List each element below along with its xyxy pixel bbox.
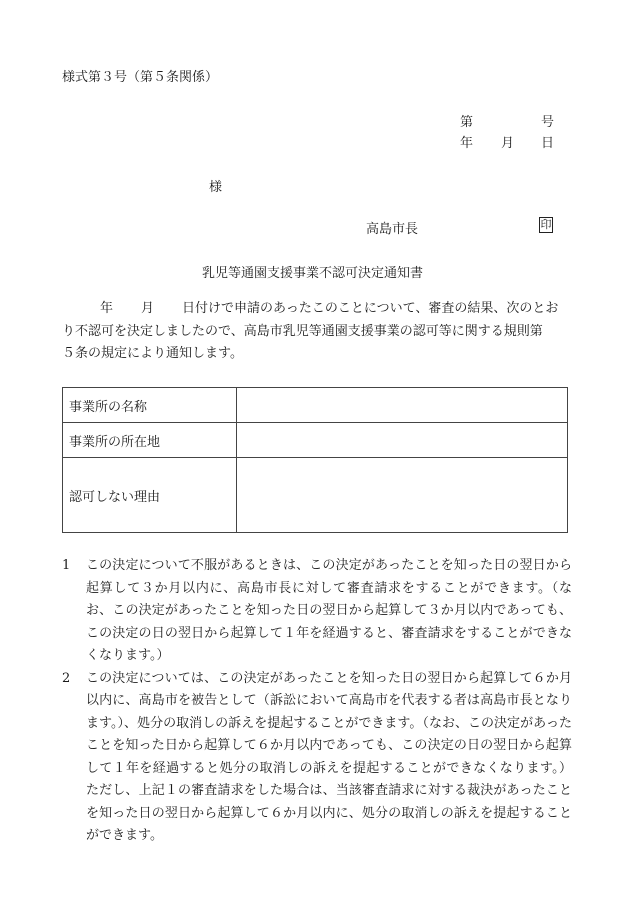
table-row (63, 423, 568, 458)
date-day: 日 (541, 136, 555, 151)
doc-number-dai: 第 (460, 115, 474, 130)
row-label-address: 事業所の所在地 (63, 423, 237, 458)
note-text: この決定については、この決定があったことを知った日の翌日から起算して６か月以内に、高島市を被告として（訴訟において高島市を代表する者は高島市長となります。）、処分の取消しの訴えを提起することができます。（なお、この決定があったことを知った日から起算して６か月以内であっても、この決定の日の翌日から起算して１年を経過すると処分の取消しの訴えを提起することができなくなります。）ただし、上記１の審査請求をした場合は、当該審査請求に対する裁決があったことを知った日の翌日から起算して６か月以内に、処分の取消しの訴えを提起することができます。 (86, 670, 572, 843)
intro-month: 月 (141, 301, 155, 316)
date-year: 年 (460, 136, 474, 151)
intro-line2: り不認可を決定しましたので、高島市乳児等通園支援事業の認可等に関する規則第 (62, 323, 543, 339)
note-number: 2 (62, 670, 71, 686)
info-table (62, 387, 568, 533)
note-item (62, 668, 572, 848)
row-value-reason (237, 458, 568, 533)
row-label-name: 事業所の名称 (63, 388, 237, 423)
note-item (62, 555, 572, 668)
form-number: 様式第３号（第５条関係） (62, 70, 219, 85)
issuer: 高島市長 (366, 222, 419, 237)
intro-line3: ５条の規定により通知します。 (62, 346, 243, 361)
table-row (63, 388, 568, 423)
row-label-reason: 認可しない理由 (63, 458, 237, 533)
note-number: 1 (62, 558, 71, 573)
row-value-address (237, 423, 568, 458)
addressee-suffix: 様 (209, 180, 223, 195)
intro-paragraph (62, 298, 572, 366)
seal-box: 印 (540, 218, 552, 231)
table-row (63, 458, 568, 533)
note-text: この決定について不服があるときは、この決定があったことを知った日の翌日から起算して３か月以内に、高島市長に対して審査請求をすることができます。（なお、この決定があったことを知った日の翌日から起算して３か月以内であっても、この決定の日の翌日から起算して１年を経過すると、審査請求をすることができなくなります。） (86, 558, 572, 663)
notes-list (62, 555, 572, 848)
row-value-name (237, 388, 568, 423)
date-month: 月 (501, 136, 515, 151)
intro-line1: 日付けで申請のあったこのことについて、審査の結果、次のとお (182, 301, 559, 316)
doc-number-go: 号 (541, 115, 555, 130)
document-title: 乳児等通園支援事業不認可決定通知書 (202, 266, 424, 281)
intro-year: 年 (100, 301, 114, 316)
